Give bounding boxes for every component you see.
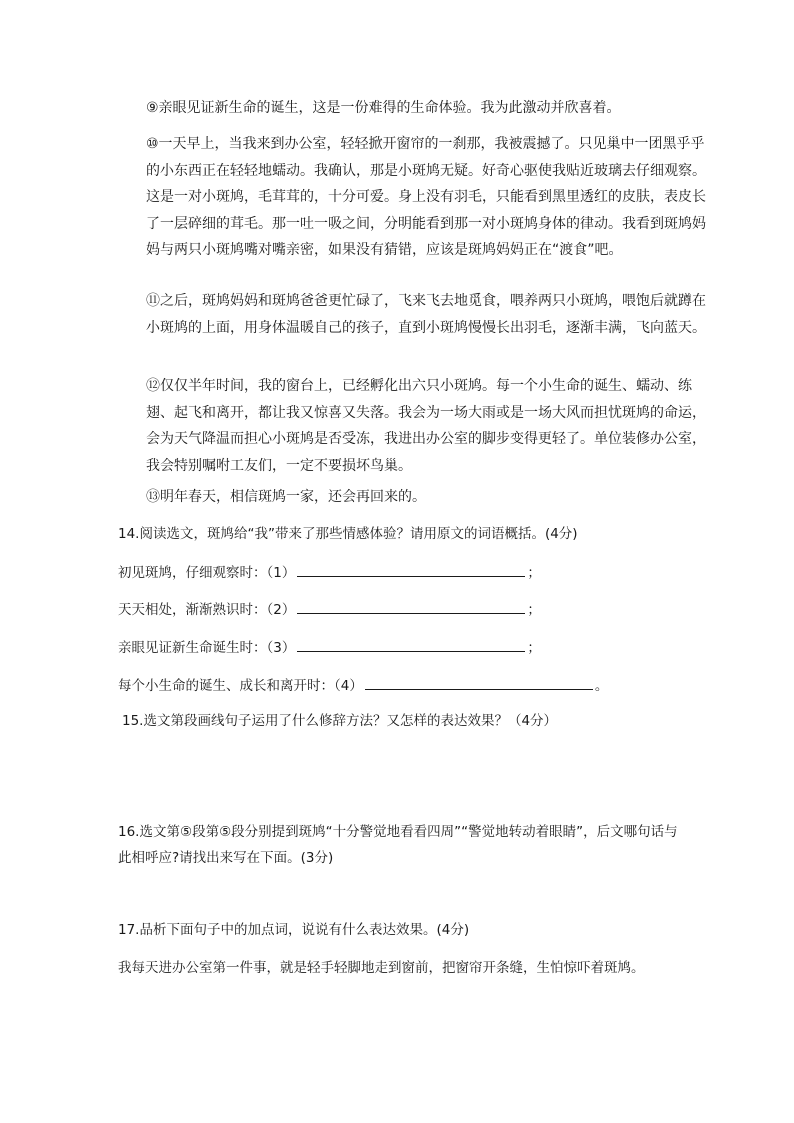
answer-blank-3[interactable]	[297, 637, 525, 652]
answer-blank-2[interactable]	[297, 599, 525, 614]
item-end: ；	[527, 565, 541, 581]
question-16-stem: 16.选文第⑤段第⑤段分别提到斑鸠“十分警觉地看看四周”“警觉地转动着眼睛”，后文哪句话与此相呼应?请找出来写在下面。(3分)	[118, 824, 678, 866]
question-14-item-2	[118, 597, 698, 623]
question-17-sentence: 我每天进办公室第一件事，就是轻手轻脚地走到窗前，把窗帘开条缝，生怕惊吓着斑鸠。	[118, 960, 645, 976]
question-15-stem: 15.选文第段画线句子运用了什么修辞方法？又怎样的表达效果？（4分）	[122, 713, 558, 729]
item-prefix: 初见斑鸠，仔细观察时：（1）	[118, 565, 296, 581]
item-prefix: 亲眼见证新生命诞生时：（3）	[118, 640, 296, 656]
item-end: 。	[594, 678, 609, 694]
paragraph-10: ⑩一天早上，当我来到办公室，轻轻掀开窗帘的一刹那，我被震撼了。只见巢中一团黑乎乎的小东西正在轻轻地蠕动。我确认，那是小斑鸠无疑。好奇心驱使我贴近玻璃去仔细观察。这是一对小斑鸠，毛茸茸的，十分可爱。身上没有羽毛，只能看到黑里透红的皮肤，表皮长了一层碎细的茸毛。那一吐一吸之间，分明能看到那一对小斑鸠身体的律动。我看到斑鸠妈妈与两只小斑鸠嘴对嘴亲密，如果没有猜错，应该是斑鸠妈妈正在“渡食”吧。	[146, 136, 706, 258]
question-14-stem: 14.阅读选文，斑鸠给“我”带来了那些情感体验？请用原文的词语概括。(4分)	[118, 526, 578, 542]
item-end: ；	[527, 640, 541, 656]
question-14-item-1	[118, 560, 698, 586]
question-17-stem: 17.品析下面句子中的加点词，说说有什么表达效果。(4分)	[118, 922, 470, 938]
item-prefix: 天天相处，渐渐熟识时：（2）	[118, 602, 296, 618]
paragraph-12: ⑫仅仅半年时间，我的窗台上，已经孵化出六只小斑鸠。每一个小生命的诞生、蠕动、练翅、起飞和离开，都让我又惊喜又失落。我会为一场大雨或是一场大风而担忧斑鸠的命运，会为天气降温而担心小斑鸠是否受冻，我进出办公室的脚步变得更轻了。单位装修办公室，我会特别嘱咐工友们，一定不要损坏鸟巢。	[146, 378, 706, 474]
paragraph-9: ⑨亲眼见证新生命的诞生，这是一份难得的生命体验。我为此激动并欣喜着。	[146, 100, 621, 116]
question-14-item-3	[118, 635, 698, 661]
paragraph-13: ⑬明年春天，相信斑鸠一家，还会再回来的。	[146, 489, 426, 505]
answer-blank-1[interactable]	[297, 562, 525, 577]
item-end: ；	[527, 602, 541, 618]
question-14-item-4	[118, 673, 698, 699]
item-prefix: 每个小生命的诞生、成长和离开时：（4）	[118, 678, 363, 694]
paragraph-11: ⑪之后，斑鸠妈妈和斑鸠爸爸更忙碌了，飞来飞去地觅食，喂养两只小斑鸠，喂饱后就蹲在小斑鸠的上面，用身体温暖自己的孩子，直到小斑鸠慢慢长出羽毛，逐渐丰满，飞向蓝天。	[146, 293, 706, 336]
answer-blank-4[interactable]	[365, 675, 593, 690]
